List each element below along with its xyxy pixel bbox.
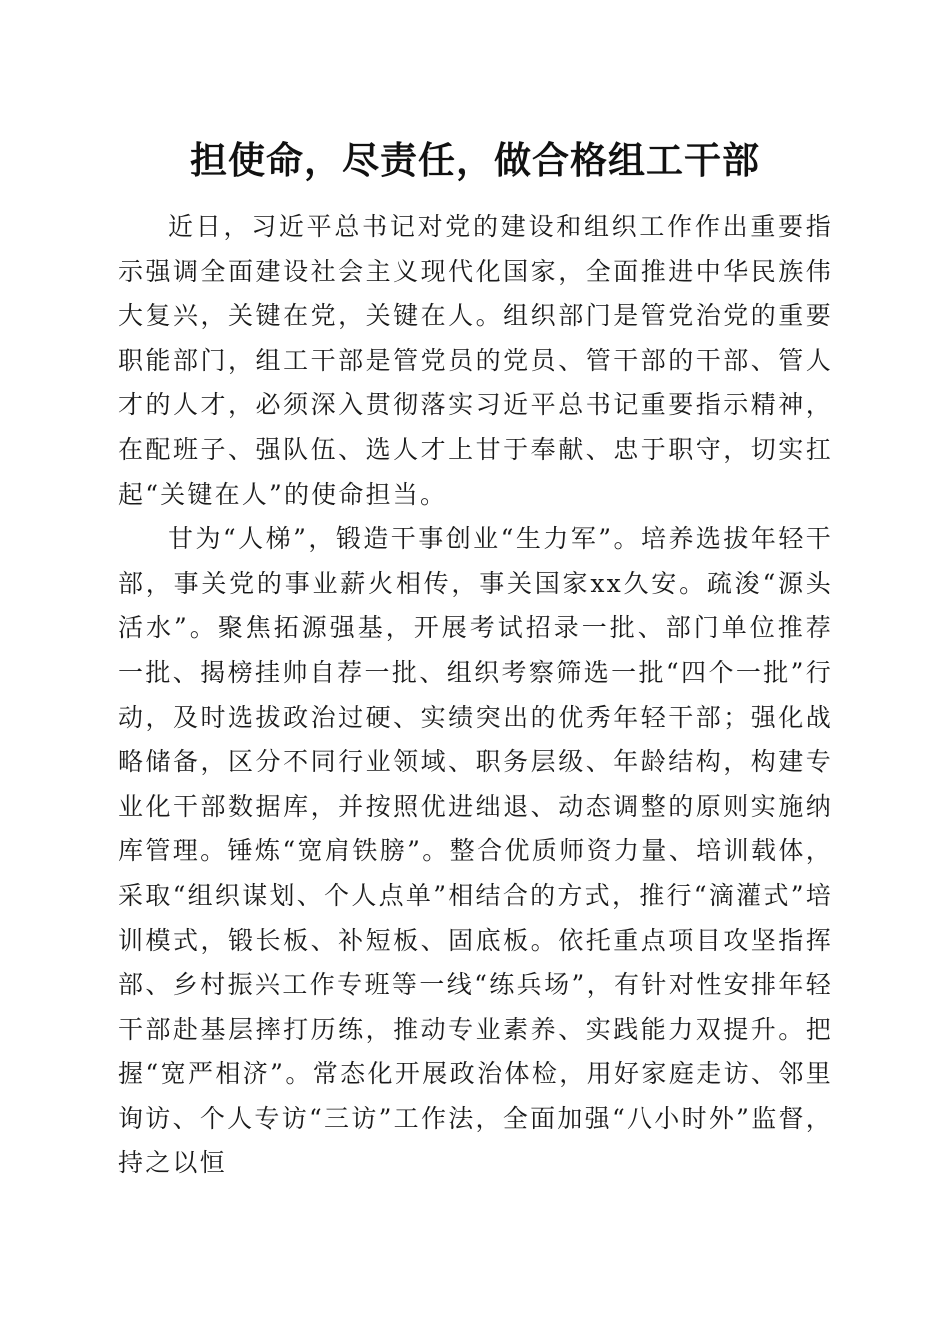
document-title: 担使命，尽责任，做合格组工干部 [190,138,760,182]
paragraph-intro: 近日，习近平总书记对党的建设和组织工作作出重要指示强调全面建设社会主义现代化国家，全面推进中华民族伟大复兴，关键在党，关键在人。组织部门是管党治党的重要职能部门，组工干部是管党员的党员、管干部的干部、管人才的人才，必须深入贯彻落实习近平总书记重要指示精神，在配班子、强队伍、选人才上甘于奉献、忠于职守，切实扛起“关键在人”的使命担当。 [118,212,833,509]
document-body [118,205,833,1186]
paragraph-young-cadres: 甘为“人梯”，锻造干事创业“生力军”。培养选拔年轻干部，事关党的事业薪火相传，事关国家xx久安。疏浚“源头活水”。聚焦拓源强基，开展考试招录一批、部门单位推荐一批、揭榜挂帅自荐一批、组织考察筛选一批“四个一批”行动，及时选拔政治过硬、实绩突出的优秀年轻干部；强化战略储备，区分不同行业领域、职务层级、年龄结构，构建专业化干部数据库，并按照优进绌退、动态调整的原则实施纳库管理。锤炼“宽肩铁膀”。整合优质师资力量、培训载体，采取“组织谋划、个人点单”相结合的方式，推行“滴灌式”培训模式，锻长板、补短板、固底板。依托重点项目攻坚指挥部、乡村振兴工作专班等一线“练兵场”，有针对性安排年轻干部赴基层摔打历练，推动专业素养、实践能力双提升。把握“宽严相济”。常态化开展政治体检，用好家庭走访、邻里询访、个人专访“三访”工作法，全面加强“八小时外”监督，持之以恒 [118,524,833,1178]
